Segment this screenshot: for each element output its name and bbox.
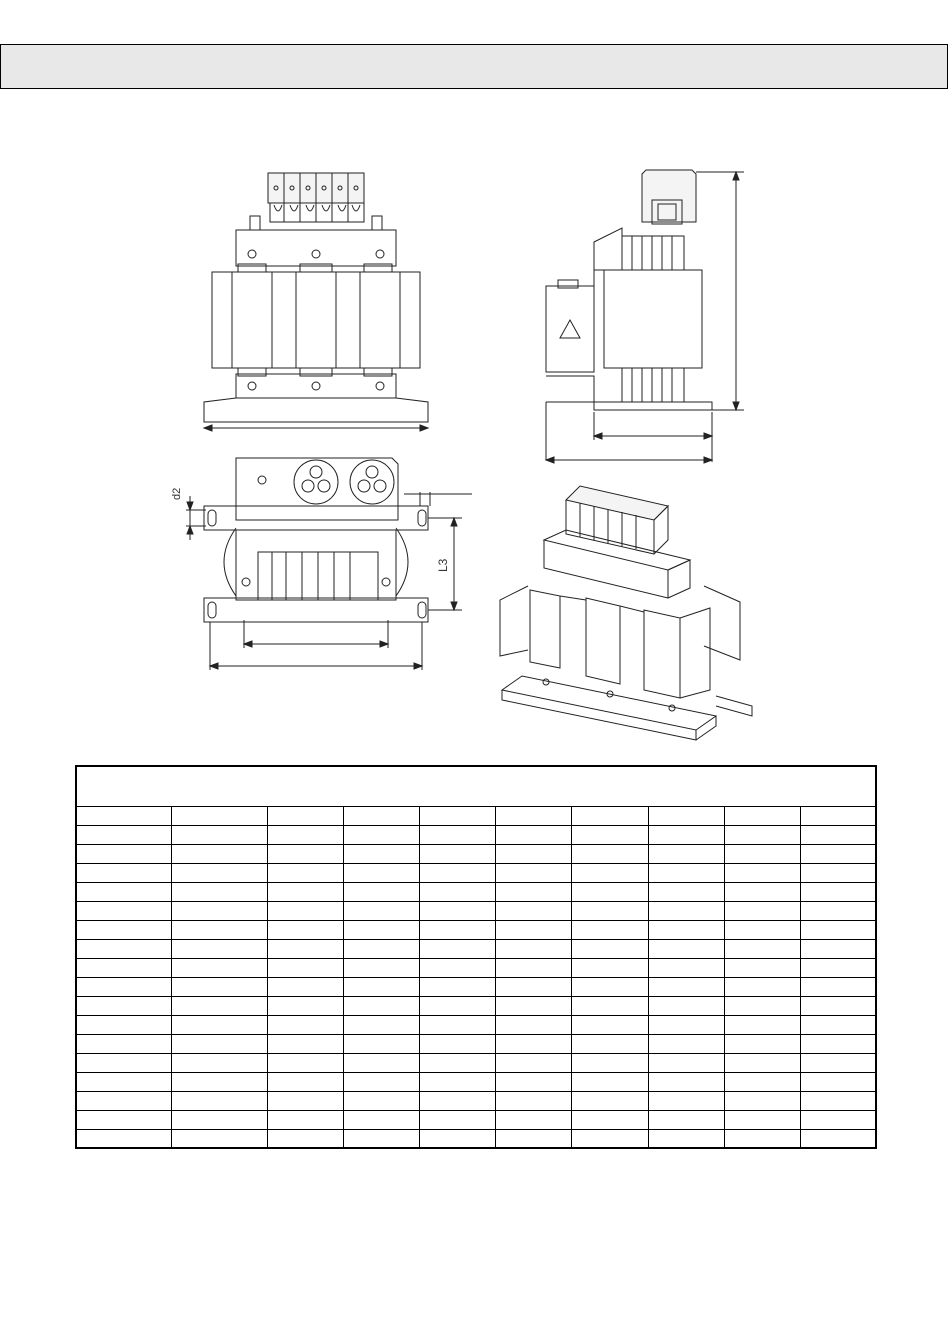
table-cell	[648, 863, 724, 882]
table-cell	[343, 958, 419, 977]
table-cell	[800, 806, 876, 825]
table-row	[76, 1129, 876, 1148]
table-cell	[171, 863, 267, 882]
table-cell	[343, 1110, 419, 1129]
table-cell	[343, 996, 419, 1015]
table-cell	[267, 1053, 343, 1072]
table-cell	[571, 939, 648, 958]
table-row	[76, 996, 876, 1015]
table-cell	[571, 863, 648, 882]
table-cell	[495, 920, 571, 939]
table-cell	[571, 882, 648, 901]
table-cell	[724, 939, 800, 958]
table-cell	[171, 1053, 267, 1072]
table-cell	[648, 806, 724, 825]
table-row	[76, 920, 876, 939]
table-cell	[267, 1129, 343, 1148]
table-cell	[648, 1053, 724, 1072]
side-view	[546, 170, 744, 463]
table-cell	[343, 1015, 419, 1034]
table-cell	[800, 958, 876, 977]
d2-label: d2	[171, 487, 183, 500]
table-row	[76, 901, 876, 920]
table-cell	[495, 1072, 571, 1091]
table-cell	[171, 1091, 267, 1110]
table-cell	[419, 882, 495, 901]
table-cell	[171, 958, 267, 977]
table-cell	[800, 825, 876, 844]
table-cell	[419, 844, 495, 863]
table-cell	[648, 996, 724, 1015]
table-row	[76, 863, 876, 882]
table-row	[76, 1091, 876, 1110]
table-cell	[495, 1053, 571, 1072]
top-view	[186, 458, 472, 670]
table-cell	[267, 825, 343, 844]
table-cell	[495, 863, 571, 882]
table-cell	[171, 1034, 267, 1053]
table-cell	[76, 1034, 171, 1053]
table-cell	[343, 863, 419, 882]
table-cell	[724, 901, 800, 920]
table-cell	[571, 1015, 648, 1034]
table-cell	[571, 996, 648, 1015]
table-cell	[571, 1072, 648, 1091]
table-cell	[343, 882, 419, 901]
table-cell	[800, 1015, 876, 1034]
table-cell	[724, 996, 800, 1015]
table-cell	[800, 882, 876, 901]
table-cell	[800, 920, 876, 939]
table-cell	[495, 1091, 571, 1110]
table-cell	[800, 1034, 876, 1053]
isometric-view	[500, 486, 752, 740]
table-cell	[419, 958, 495, 977]
table-cell	[724, 1053, 800, 1072]
table-cell	[724, 1091, 800, 1110]
table-cell	[648, 825, 724, 844]
table-cell	[76, 863, 171, 882]
table-cell	[800, 901, 876, 920]
table-cell	[267, 1091, 343, 1110]
table-cell	[495, 996, 571, 1015]
table-cell	[419, 1015, 495, 1034]
table-cell	[724, 1110, 800, 1129]
table-cell	[343, 1129, 419, 1148]
table-cell	[343, 977, 419, 996]
table-cell	[648, 1015, 724, 1034]
table-cell	[419, 920, 495, 939]
table-cell	[76, 1129, 171, 1148]
table-cell	[571, 1034, 648, 1053]
table-cell	[343, 1034, 419, 1053]
table-cell	[724, 844, 800, 863]
table-cell	[419, 863, 495, 882]
table-cell	[800, 939, 876, 958]
table-cell	[571, 920, 648, 939]
table-row	[76, 939, 876, 958]
table-cell	[648, 1072, 724, 1091]
table-header-cell	[76, 766, 876, 806]
table-row	[76, 1015, 876, 1034]
table-row	[76, 1072, 876, 1091]
table-cell	[76, 1110, 171, 1129]
table-cell	[419, 996, 495, 1015]
table-row	[76, 1053, 876, 1072]
table-cell	[571, 1110, 648, 1129]
table-cell	[571, 958, 648, 977]
table-cell	[267, 1034, 343, 1053]
table-cell	[419, 806, 495, 825]
table-cell	[76, 1053, 171, 1072]
table-cell	[267, 920, 343, 939]
table-cell	[800, 1053, 876, 1072]
table-row	[76, 844, 876, 863]
table-cell	[419, 901, 495, 920]
table-cell	[648, 977, 724, 996]
table-cell	[343, 1053, 419, 1072]
table-cell	[648, 958, 724, 977]
spec-table	[75, 765, 877, 1149]
table-cell	[76, 958, 171, 977]
table-cell	[724, 920, 800, 939]
table-cell	[800, 977, 876, 996]
table-cell	[495, 1034, 571, 1053]
table-cell	[648, 1110, 724, 1129]
table-cell	[648, 901, 724, 920]
table-cell	[267, 1072, 343, 1091]
table-cell	[648, 1129, 724, 1148]
table-cell	[343, 1091, 419, 1110]
table-cell	[171, 844, 267, 863]
table-cell	[648, 1034, 724, 1053]
table-cell	[571, 1129, 648, 1148]
table-cell	[419, 939, 495, 958]
table-cell	[76, 806, 171, 825]
table-cell	[571, 901, 648, 920]
table-cell	[495, 939, 571, 958]
table-cell	[724, 958, 800, 977]
table-cell	[648, 844, 724, 863]
table-cell	[171, 825, 267, 844]
table-cell	[724, 863, 800, 882]
table-cell	[343, 920, 419, 939]
table-cell	[171, 1072, 267, 1091]
table-cell	[171, 901, 267, 920]
table-cell	[419, 1129, 495, 1148]
table-cell	[419, 825, 495, 844]
table-cell	[76, 844, 171, 863]
table-cell	[76, 1091, 171, 1110]
table-cell	[724, 977, 800, 996]
table-cell	[724, 806, 800, 825]
l3-label: L3	[436, 558, 450, 572]
table-cell	[267, 958, 343, 977]
table-cell	[171, 1110, 267, 1129]
table-cell	[571, 1091, 648, 1110]
table-cell	[343, 825, 419, 844]
table-cell	[171, 882, 267, 901]
table-cell	[724, 1015, 800, 1034]
table-cell	[724, 882, 800, 901]
table-row	[76, 958, 876, 977]
table-cell	[724, 1034, 800, 1053]
table-cell	[419, 1034, 495, 1053]
table-cell	[800, 1091, 876, 1110]
table-cell	[267, 996, 343, 1015]
table-cell	[171, 1015, 267, 1034]
table-row	[76, 977, 876, 996]
table-cell	[76, 882, 171, 901]
table-cell	[800, 1110, 876, 1129]
table-cell	[171, 1129, 267, 1148]
table-cell	[267, 863, 343, 882]
table-cell	[267, 939, 343, 958]
table-cell	[800, 844, 876, 863]
table-cell	[571, 806, 648, 825]
table-cell	[76, 977, 171, 996]
table-cell	[267, 901, 343, 920]
table-cell	[343, 844, 419, 863]
table-cell	[648, 920, 724, 939]
table-cell	[571, 825, 648, 844]
table-cell	[495, 806, 571, 825]
table-cell	[76, 1015, 171, 1034]
table-cell	[267, 882, 343, 901]
table-row	[76, 806, 876, 825]
table-cell	[800, 1129, 876, 1148]
table-cell	[495, 977, 571, 996]
table-cell	[648, 1091, 724, 1110]
table-cell	[267, 1015, 343, 1034]
table-cell	[76, 825, 171, 844]
table-cell	[419, 1072, 495, 1091]
table-cell	[171, 806, 267, 825]
table-cell	[724, 1129, 800, 1148]
table-header-row	[76, 766, 876, 806]
table-row	[76, 825, 876, 844]
table-cell	[76, 1072, 171, 1091]
table-cell	[571, 1053, 648, 1072]
table-cell	[571, 977, 648, 996]
table-row	[76, 882, 876, 901]
table-cell	[495, 825, 571, 844]
table-row	[76, 1110, 876, 1129]
table-cell	[267, 844, 343, 863]
table-cell	[76, 996, 171, 1015]
table-cell	[495, 844, 571, 863]
table-cell	[571, 844, 648, 863]
table-cell	[171, 920, 267, 939]
table-cell	[267, 977, 343, 996]
table-cell	[495, 1129, 571, 1148]
table-cell	[171, 977, 267, 996]
table-cell	[495, 1110, 571, 1129]
table-cell	[724, 1072, 800, 1091]
table-cell	[800, 996, 876, 1015]
table-cell	[495, 901, 571, 920]
table-cell	[495, 1015, 571, 1034]
table-cell	[495, 882, 571, 901]
table-cell	[724, 825, 800, 844]
table-cell	[343, 939, 419, 958]
table-cell	[419, 977, 495, 996]
table-cell	[648, 939, 724, 958]
table-cell	[171, 939, 267, 958]
front-view	[204, 173, 428, 431]
table-cell	[267, 806, 343, 825]
table-cell	[76, 920, 171, 939]
table-cell	[343, 806, 419, 825]
table-cell	[171, 996, 267, 1015]
table-row	[76, 1034, 876, 1053]
table-cell	[419, 1110, 495, 1129]
table-cell	[343, 901, 419, 920]
table-cell	[419, 1053, 495, 1072]
table-cell	[343, 1072, 419, 1091]
table-cell	[76, 901, 171, 920]
table-cell	[267, 1110, 343, 1129]
table-cell	[800, 863, 876, 882]
table-cell	[76, 939, 171, 958]
table-cell	[495, 958, 571, 977]
table-cell	[419, 1091, 495, 1110]
table-cell	[800, 1072, 876, 1091]
table-cell	[648, 882, 724, 901]
